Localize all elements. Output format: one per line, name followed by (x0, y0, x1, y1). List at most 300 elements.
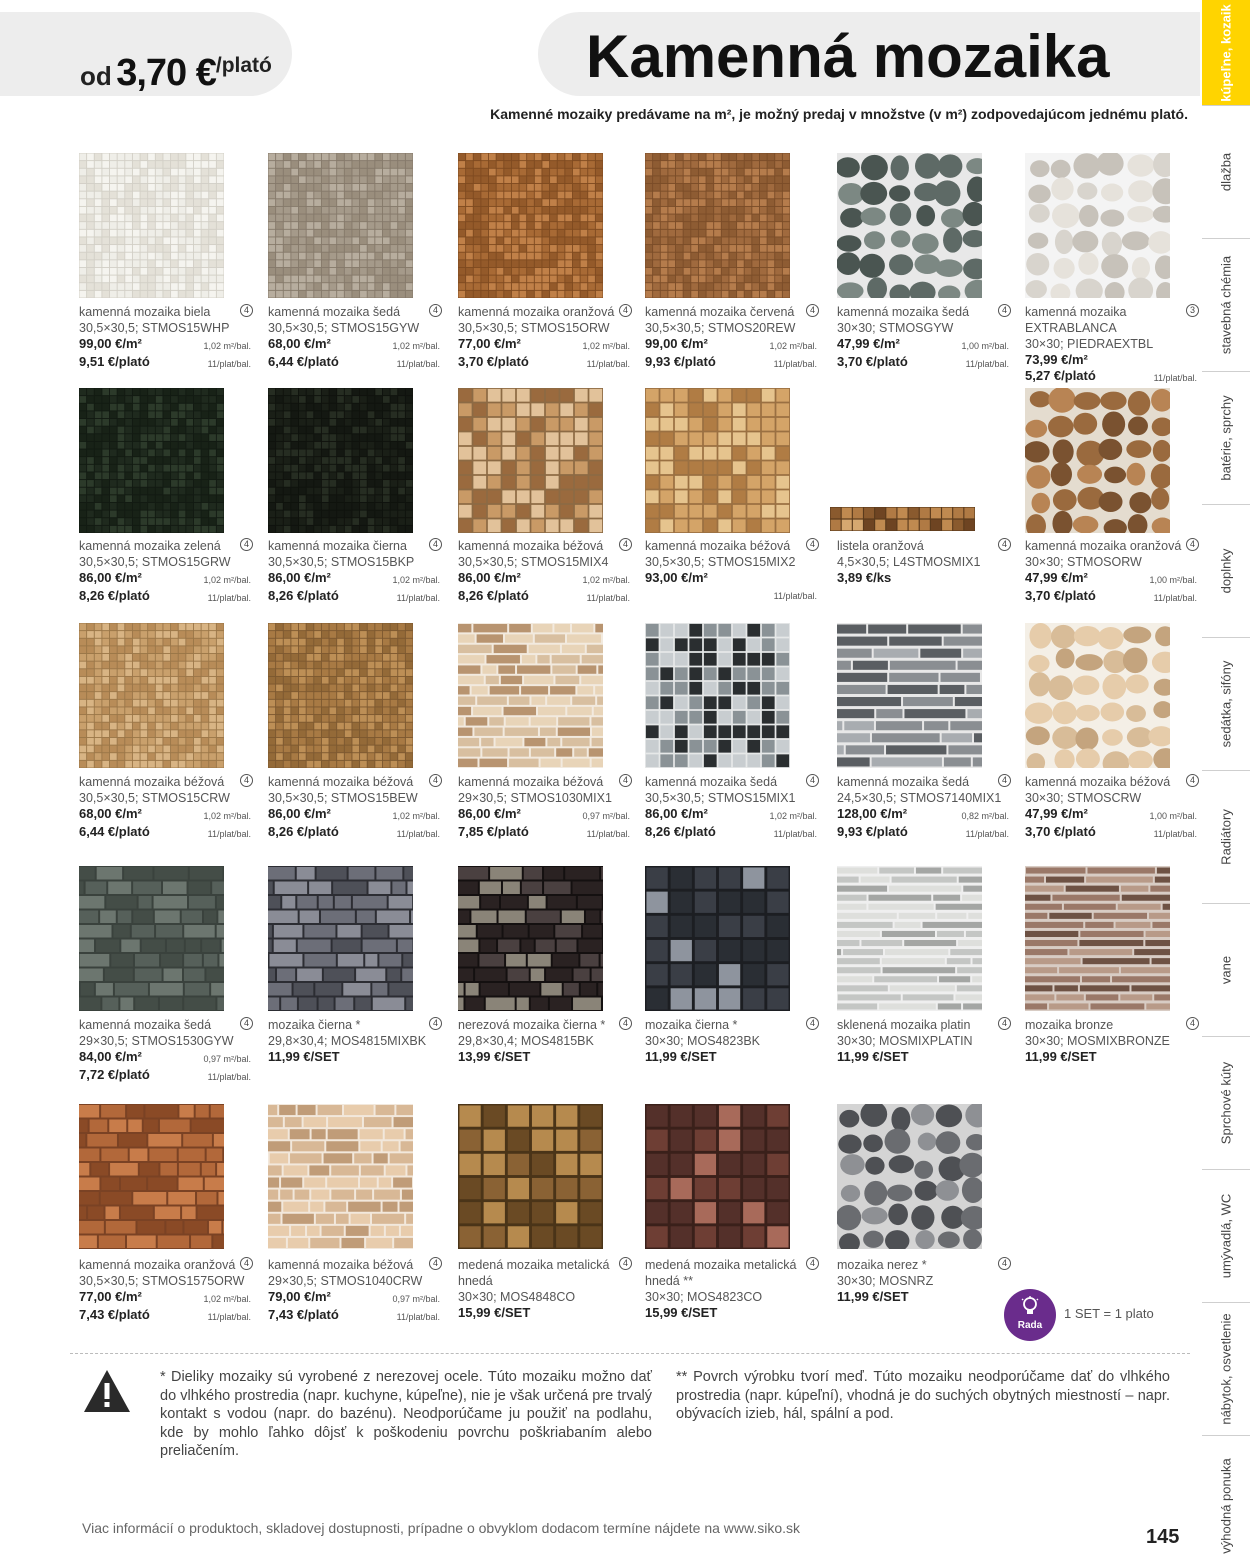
product-card (79, 866, 259, 1082)
price-row-plate (1025, 588, 1197, 606)
product-tile-image (645, 153, 790, 298)
product-code: 30,5×30,5; STMOS15ORW (458, 321, 610, 335)
product-tile-image (79, 1104, 224, 1249)
warranty-badge: 4 (619, 538, 632, 551)
qty-per-box: 1,02 m²/bal. (203, 811, 251, 821)
product-name (837, 1017, 1009, 1033)
price-row-m2 (645, 806, 817, 824)
product-card (837, 866, 1017, 1064)
product-info (837, 1257, 1009, 1305)
price-row-plate (79, 588, 251, 606)
note-copper: ** Povrch výrobku tvorí meď. Túto mozaiku neodporúčame dať do vlhkého prostredia (napr. kúpeľní), vhodná je do suchých obytných miestností – napr. obývacích izieb, hál, spální a pod. (676, 1369, 1170, 1422)
qty-per-box: 0,97 m²/bal. (203, 1054, 251, 1064)
qty-per-box: 1,02 m²/bal. (392, 341, 440, 351)
price-row-plate (79, 354, 251, 372)
product-name (1025, 1017, 1197, 1033)
product-card (268, 623, 448, 839)
product-info (458, 304, 630, 372)
plates-per-box: 11/plat/bal. (773, 591, 817, 601)
product-code: 30×30; MOSNRZ (837, 1274, 934, 1288)
plates-per-box: 11/plat/bal. (773, 829, 817, 839)
price-per-plate: 5,27 €/plató (1025, 368, 1096, 383)
price-row-m2 (837, 806, 1009, 824)
price-per-m2: 86,00 €/m² (458, 570, 521, 585)
product-name-text: kamenná mozaika šedá (645, 775, 778, 789)
sidebar-tab[interactable] (1202, 1435, 1250, 1567)
product-card (645, 623, 825, 839)
product-card (837, 1104, 1017, 1304)
sidebar-tab[interactable] (1202, 0, 1250, 105)
product-code: 30×30; STMOSGYW (837, 321, 954, 335)
product-name-text: kamenná mozaika béžová (268, 1258, 414, 1272)
price-per-m2: 99,00 €/m² (645, 336, 708, 351)
product-tile-image (268, 1104, 413, 1249)
product-info (458, 538, 630, 606)
price-per-plate: 8,26 €/plató (645, 824, 716, 839)
price-per-m2: 68,00 €/m² (79, 806, 142, 821)
product-tile-image (79, 623, 224, 768)
product-name-line2: hnedá ** (645, 1274, 693, 1288)
product-name (268, 1257, 440, 1273)
product-card (645, 153, 825, 369)
product-tile-image (645, 623, 790, 768)
product-name-text: kamenná mozaika červená (645, 305, 795, 319)
product-name (837, 1257, 1009, 1273)
warranty-badge: 4 (806, 1017, 819, 1030)
warranty-badge: 4 (998, 774, 1011, 787)
product-name (458, 304, 630, 320)
product-name-text: kamenná mozaika oranžová (1025, 539, 1182, 553)
product-tile-image (645, 388, 790, 533)
product-code: 24,5×30,5; STMOS7140MIX1 (837, 791, 1002, 805)
product-card (458, 623, 638, 839)
plates-per-box: 11/plat/bal. (396, 359, 440, 369)
product-tile-image (268, 153, 413, 298)
product-code: 29×30,5; STMOS1030MIX1 (458, 791, 612, 805)
product-card (79, 153, 259, 369)
product-name (458, 538, 630, 554)
price-row-plate (458, 824, 630, 842)
warranty-badge: 3 (1186, 304, 1199, 317)
product-tile-image (837, 623, 982, 768)
warranty-badge: 4 (429, 304, 442, 317)
price-per-plate: 8,26 €/plató (268, 588, 339, 603)
product-card (1025, 866, 1205, 1064)
product-name-text: kamenná mozaika béžová (1025, 775, 1171, 789)
warranty-badge: 4 (998, 1257, 1011, 1270)
qty-per-box: 1,02 m²/bal. (392, 811, 440, 821)
product-tile-image (1025, 153, 1170, 298)
price-row-plate (645, 586, 817, 604)
price-single: 11,99 €/SET (837, 1289, 909, 1304)
qty-per-box: 1,00 m²/bal. (1149, 575, 1197, 585)
product-name-text: medená mozaika metalická (458, 1258, 610, 1272)
warranty-badge: 4 (429, 1257, 442, 1270)
product-card (1025, 623, 1205, 839)
product-info (837, 304, 1009, 372)
lightbulb-icon (1020, 1296, 1040, 1318)
product-info (79, 304, 251, 372)
price-row-plate (645, 354, 817, 372)
price-single: 11,99 €/SET (837, 1049, 909, 1064)
qty-per-box: 1,02 m²/bal. (392, 575, 440, 585)
product-card (645, 1104, 825, 1320)
price-from-amount: 3,70 € (116, 52, 216, 94)
product-code: 29×30,5; STMOS1040CRW (268, 1274, 423, 1288)
price-single: 13,99 €/SET (458, 1049, 531, 1064)
product-tile-image (1025, 866, 1170, 1011)
sidebar-tab-label: nábytok, osvetlenie (1218, 1313, 1234, 1425)
price-row-m2 (268, 806, 440, 824)
product-info (837, 1017, 1009, 1065)
sidebar-tab-label: doplnky (1218, 548, 1234, 594)
product-name (645, 538, 817, 554)
price-per-m2: 73,99 €/m² (1025, 352, 1088, 367)
product-name (1025, 304, 1197, 320)
price-row-m2 (79, 806, 251, 824)
price-per-m2: 68,00 €/m² (268, 336, 331, 351)
product-name (79, 774, 251, 790)
product-name (645, 1257, 817, 1273)
price-per-plate: 3,70 €/plató (458, 354, 529, 369)
product-name-text: kamenná mozaika čierna (268, 539, 407, 553)
product-code: 29×30,5; STMOS1530GYW (79, 1034, 234, 1048)
product-name (458, 1017, 630, 1033)
product-card (79, 388, 259, 603)
warranty-badge: 4 (619, 1257, 632, 1270)
sidebar-tab[interactable] (1202, 637, 1250, 770)
price-row-plate (837, 354, 1009, 372)
warranty-badge: 4 (429, 774, 442, 787)
warranty-badge: 4 (429, 1017, 442, 1030)
product-info (458, 1017, 630, 1065)
product-name-text: listela oranžová (837, 539, 924, 553)
price-row-m2 (645, 336, 817, 354)
warranty-badge: 4 (806, 304, 819, 317)
product-card (268, 866, 448, 1064)
product-name-text: mozaika čierna * (268, 1018, 361, 1032)
price-row-m2 (837, 336, 1009, 354)
tip-text: 1 SET = 1 plato (1064, 1306, 1154, 1321)
price-row-plate (79, 824, 251, 842)
product-code: 30×30; STMOSCRW (1025, 791, 1142, 805)
product-tile-image (458, 388, 603, 533)
sidebar-tab[interactable] (1202, 504, 1250, 637)
price-row-plate (268, 588, 440, 606)
warranty-badge: 4 (240, 1257, 253, 1270)
product-code: 30,5×30,5; STMOS15WHP (79, 321, 230, 335)
page-subtitle: Kamenné mozaiky predávame na m², je možný predaj v množstve (v m²) zodpovedajúcom jednému plató. (490, 106, 1188, 122)
product-name-line2: EXTRABLANCA (1025, 321, 1117, 335)
product-code: 30,5×30,5; STMOS15GYW (268, 321, 420, 335)
product-name (458, 1257, 630, 1273)
product-card (458, 866, 638, 1064)
price-single: 3,89 €/ks (837, 570, 892, 585)
price-per-plate: 9,93 €/plató (837, 824, 908, 839)
product-name-text: kamenná mozaika béžová (79, 775, 225, 789)
product-name-text: kamenná mozaika oranžová (458, 305, 615, 319)
product-name (268, 774, 440, 790)
product-name-text: kamenná mozaika oranžová (79, 1258, 236, 1272)
sidebar-tab-label: výhodná ponuka (1218, 1457, 1234, 1554)
warning-icon (82, 1368, 132, 1414)
product-info (1025, 538, 1197, 606)
product-name (837, 304, 1009, 320)
product-name (458, 774, 630, 790)
product-tile-image (268, 388, 413, 533)
product-name-text: mozaika bronze (1025, 1018, 1114, 1032)
price-per-m2: 93,00 €/m² (645, 570, 708, 585)
product-name (837, 538, 1009, 554)
price-per-m2: 77,00 €/m² (79, 1289, 142, 1304)
price-per-plate: 7,85 €/plató (458, 824, 529, 839)
product-code: 30×30; MOSMIXPLATIN (837, 1034, 973, 1048)
product-name-text: kamenná mozaika zelená (79, 539, 221, 553)
product-name-text: sklenená mozaika platin (837, 1018, 971, 1032)
product-info (79, 1017, 251, 1085)
price-per-m2: 47,99 €/m² (1025, 570, 1088, 585)
product-name (1025, 538, 1197, 554)
warranty-badge: 4 (998, 538, 1011, 551)
plates-per-box: 11/plat/bal. (396, 593, 440, 603)
product-code: 30,5×30,5; STMOS15MIX4 (458, 555, 609, 569)
price-row-plate (79, 1307, 251, 1325)
product-code: 30×30; MOS4823CO (645, 1290, 763, 1304)
footer-info: Viac informácií o produktoch, skladovej dostupnosti, prípadne o obvyklom dodacom termíne nájdete na www.siko.sk (82, 1520, 801, 1536)
price-row-plate (645, 824, 817, 842)
price-row-plate (458, 588, 630, 606)
sidebar-tab[interactable] (1202, 105, 1250, 238)
product-name-text: kamenná mozaika šedá (837, 775, 970, 789)
product-name (79, 538, 251, 554)
price-per-m2: 77,00 €/m² (458, 336, 521, 351)
product-code: 29,8×30,4; MOS4815MIXBK (268, 1034, 427, 1048)
product-card (837, 153, 1017, 369)
plates-per-box: 11/plat/bal. (965, 829, 1009, 839)
product-info (645, 304, 817, 372)
price-row-plate (268, 1307, 440, 1325)
price-per-m2: 99,00 €/m² (79, 336, 142, 351)
product-name (79, 1017, 251, 1033)
price-per-m2: 86,00 €/m² (79, 570, 142, 585)
sidebar-tab-label: dlažba (1218, 152, 1234, 192)
product-card (458, 388, 638, 603)
product-info (645, 538, 817, 604)
warranty-badge: 4 (240, 304, 253, 317)
price-row-m2 (268, 336, 440, 354)
price-single: 11,99 €/SET (1025, 1049, 1097, 1064)
warranty-badge: 4 (429, 538, 442, 551)
product-info (1025, 304, 1197, 386)
price-row-m2 (268, 1289, 440, 1307)
price-row-m2 (79, 1049, 251, 1067)
price-per-m2: 86,00 €/m² (645, 806, 708, 821)
product-tile-image (1025, 623, 1170, 768)
price-row-plate (1025, 824, 1197, 842)
product-code: 30,5×30,5; STMOS15MIX2 (645, 555, 796, 569)
product-card (645, 388, 825, 601)
sidebar-tab[interactable] (1202, 371, 1250, 504)
product-name-text: kamenná mozaika béžová (268, 775, 414, 789)
price-row-m2 (458, 806, 630, 824)
sidebar-tab-label: vane (1218, 955, 1234, 985)
plates-per-box: 11/plat/bal. (207, 359, 251, 369)
price-single: 15,99 €/SET (645, 1305, 718, 1320)
product-tile-image (268, 866, 413, 1011)
plates-per-box: 11/plat/bal. (1153, 593, 1197, 603)
qty-per-box: 1,02 m²/bal. (582, 575, 630, 585)
product-code: 30,5×30,5; STMOS1575ORW (79, 1274, 245, 1288)
plates-per-box: 11/plat/bal. (586, 593, 630, 603)
qty-per-box: 0,97 m²/bal. (392, 1294, 440, 1304)
price-row-m2 (1025, 352, 1197, 368)
price-single: 11,99 €/SET (645, 1049, 717, 1064)
price-per-plate: 8,26 €/plató (268, 824, 339, 839)
sidebar-tab[interactable] (1202, 238, 1250, 371)
product-name (645, 774, 817, 790)
sidebar-tab[interactable] (1202, 1036, 1250, 1169)
product-code: 29,8×30,4; MOS4815BK (458, 1034, 594, 1048)
price-row-m2 (458, 570, 630, 588)
price-per-plate: 8,26 €/plató (458, 588, 529, 603)
product-name-text: kamenná mozaika béžová (645, 539, 791, 553)
tip-badge (1004, 1289, 1056, 1341)
product-tile-image (458, 153, 603, 298)
price-per-plate: 7,43 €/plató (79, 1307, 150, 1322)
product-card (79, 1104, 259, 1322)
warranty-badge: 4 (1186, 774, 1199, 787)
price-per-plate: 7,72 €/plató (79, 1067, 150, 1082)
price-per-plate: 8,26 €/plató (79, 588, 150, 603)
plates-per-box: 11/plat/bal. (965, 359, 1009, 369)
price-row-m2 (458, 336, 630, 354)
qty-per-box: 1,02 m²/bal. (582, 341, 630, 351)
product-tile-image (79, 866, 224, 1011)
plates-per-box: 11/plat/bal. (207, 1072, 251, 1082)
product-name (79, 1257, 251, 1273)
product-name-text: kamenná mozaika béžová (458, 775, 604, 789)
warranty-badge: 4 (240, 1017, 253, 1030)
price-per-plate: 7,43 €/plató (268, 1307, 339, 1322)
qty-per-box: 1,00 m²/bal. (961, 341, 1009, 351)
price-per-m2: 86,00 €/m² (458, 806, 521, 821)
price-per-plate: 9,93 €/plató (645, 354, 716, 369)
warranty-badge: 4 (240, 538, 253, 551)
product-code: 30×30; MOS4848CO (458, 1290, 576, 1304)
page-number: 145 (1146, 1526, 1180, 1548)
price-per-m2: 86,00 €/m² (268, 806, 331, 821)
sidebar-tab[interactable] (1202, 1169, 1250, 1302)
product-tile-image (79, 153, 224, 298)
plates-per-box: 11/plat/bal. (207, 593, 251, 603)
product-info (268, 1257, 440, 1325)
warranty-badge: 4 (240, 774, 253, 787)
product-info (837, 774, 1009, 842)
product-info (268, 774, 440, 842)
title-banner (538, 12, 1200, 96)
price-per-plate: 9,51 €/plató (79, 354, 150, 369)
sidebar-tab[interactable] (1202, 1302, 1250, 1435)
page-title: Kamenná mozaika (586, 23, 1110, 90)
warranty-badge: 4 (619, 1017, 632, 1030)
product-code: 30,5×30,5; STMOS15GRW (79, 555, 231, 569)
product-tile-image (458, 623, 603, 768)
product-card (458, 153, 638, 369)
listela-tile-image (830, 507, 975, 531)
warranty-badge: 4 (1186, 1017, 1199, 1030)
sidebar-tab-label: kúpeľne, kozaik (1218, 3, 1234, 102)
product-tile-image (837, 866, 982, 1011)
product-code: 30,5×30,5; STMOS15BKP (268, 555, 415, 569)
price-row-plate (268, 824, 440, 842)
plates-per-box: 11/plat/bal. (773, 359, 817, 369)
qty-per-box: 1,00 m²/bal. (1149, 811, 1197, 821)
product-card (1025, 153, 1205, 383)
warranty-badge: 4 (998, 304, 1011, 317)
sidebar-tab[interactable] (1202, 770, 1250, 903)
plates-per-box: 11/plat/bal. (1153, 373, 1197, 383)
product-tile-image (458, 1104, 603, 1249)
qty-per-box: 1,02 m²/bal. (769, 341, 817, 351)
product-info (1025, 774, 1197, 842)
product-tile-image (268, 623, 413, 768)
product-card (79, 623, 259, 839)
product-code: 30×30; STMOSORW (1025, 555, 1142, 569)
product-name-text: kamenná mozaika (1025, 305, 1127, 319)
price-from-banner (0, 12, 292, 96)
qty-per-box: 1,02 m²/bal. (203, 341, 251, 351)
warranty-badge: 4 (806, 774, 819, 787)
qty-per-box: 0,97 m²/bal. (582, 811, 630, 821)
sidebar-tab-label: stavebná chémia (1218, 255, 1234, 355)
product-tile-image (645, 1104, 790, 1249)
product-code: 30,5×30,5; STMOS15BEW (268, 791, 418, 805)
product-info (79, 538, 251, 606)
product-info (645, 1257, 817, 1321)
product-card (645, 866, 825, 1064)
price-row-m2 (268, 570, 440, 588)
product-name-text: nerezová mozaika čierna * (458, 1018, 606, 1032)
product-name-text: mozaika čierna * (645, 1018, 738, 1032)
product-tile-image (458, 866, 603, 1011)
price-row-m2 (79, 336, 251, 354)
warranty-badge: 4 (998, 1017, 1011, 1030)
product-card (268, 153, 448, 369)
sidebar-tab-label: batérie, sprchy (1218, 395, 1234, 481)
qty-per-box: 1,02 m²/bal. (769, 811, 817, 821)
price-row-plate (837, 824, 1009, 842)
warranty-badge: 4 (806, 538, 819, 551)
product-info (268, 538, 440, 606)
product-card (268, 388, 448, 603)
product-tile-image (79, 388, 224, 533)
product-name (645, 1017, 817, 1033)
price-row-plate (458, 354, 630, 372)
product-name-text: medená mozaika metalická (645, 1258, 797, 1272)
plates-per-box: 11/plat/bal. (586, 359, 630, 369)
sidebar-tab[interactable] (1202, 903, 1250, 1036)
price-per-m2: 47,99 €/m² (837, 336, 900, 351)
warranty-badge: 4 (1186, 538, 1199, 551)
plates-per-box: 11/plat/bal. (396, 1312, 440, 1322)
product-card (268, 1104, 448, 1322)
price-per-plate: 6,44 €/plató (268, 354, 339, 369)
tip-badge-label: Rada (1017, 1320, 1043, 1331)
product-tile-image (645, 866, 790, 1011)
qty-per-box: 0,82 m²/bal. (961, 811, 1009, 821)
product-tile-image (837, 153, 982, 298)
price-per-plate: 6,44 €/plató (79, 824, 150, 839)
